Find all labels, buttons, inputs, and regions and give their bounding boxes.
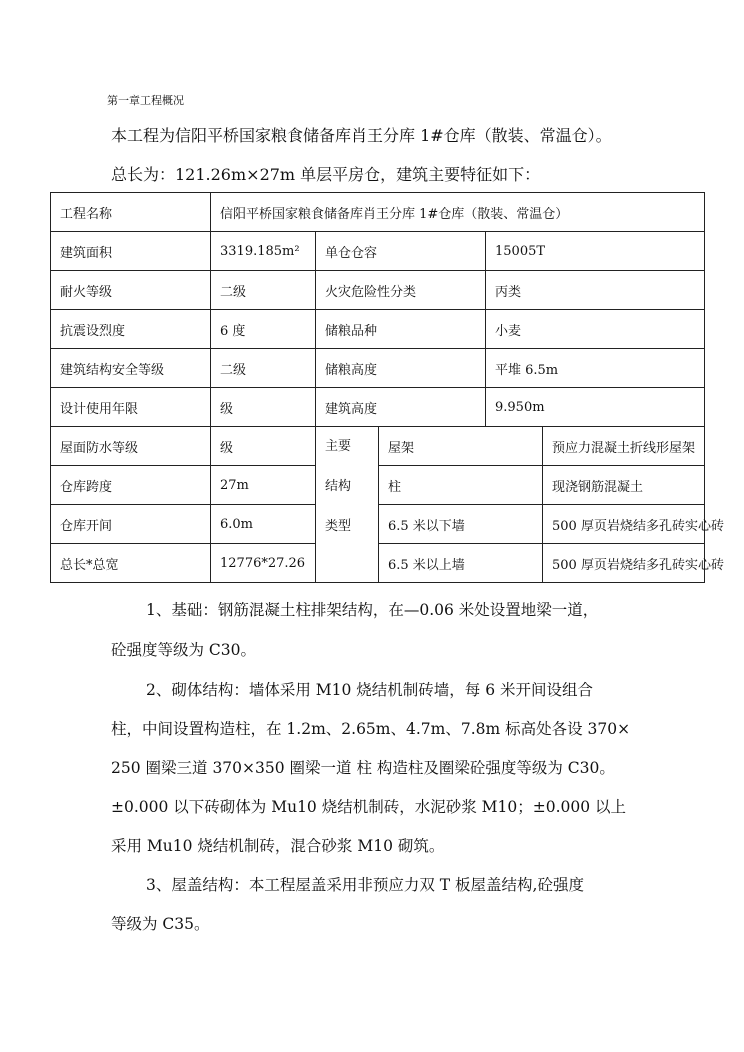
table-cell: 仓库开间: [51, 505, 211, 544]
table-cell: 信阳平桥国家粮食储备库肖王分库 1#仓库（散装、常温仓）: [211, 193, 705, 232]
paragraph-line: 等级为 C35。: [111, 915, 210, 933]
table-cell: 级: [211, 427, 316, 466]
table-cell: 平堆 6.5m: [486, 349, 705, 388]
table-row: [51, 310, 705, 349]
structure-label-line: 类型: [325, 519, 352, 534]
table-cell: 屋面防水等级: [51, 427, 211, 466]
table-cell: 建筑高度: [316, 388, 486, 427]
structure-type-cell: [316, 427, 379, 583]
table-cell: 500 厚页岩烧结多孔砖实心砖: [543, 544, 705, 583]
table-row: [51, 388, 705, 427]
table-cell: 火灾危险性分类: [316, 271, 486, 310]
intro-line-2: 总长为：121.26m×27m 单层平房仓，建筑主要特征如下：: [111, 165, 541, 184]
building-spec-table: [50, 192, 724, 583]
paragraph-line: 柱，中间设置构造柱，在 1.2m、2.65m、4.7m、7.8m 标高处各设 370×: [111, 720, 631, 738]
table-row: [51, 271, 705, 310]
table-row: [51, 193, 705, 232]
structure-label-line: 结构: [325, 479, 352, 494]
table-row: [51, 427, 705, 466]
table-cell: 仓库跨度: [51, 466, 211, 505]
table-cell: 柱: [379, 466, 543, 505]
table-cell: 6.5 米以下墙: [379, 505, 543, 544]
table-cell: 3319.185m²: [211, 232, 316, 271]
paragraph-line: ±0.000 以下砖砌体为 Mu10 烧结机制砖，水泥砂浆 M10；±0.000 以上: [111, 798, 627, 816]
paragraph-line: 2、砌体结构：墙体采用 M10 烧结机制砖墙，每 6 米开间设组合: [146, 681, 594, 699]
table-cell: 总长*总宽: [51, 544, 211, 583]
table-cell: 500 厚页岩烧结多孔砖实心砖: [543, 505, 705, 544]
table-cell: 小麦: [486, 310, 705, 349]
table-cell: 15005T: [486, 232, 705, 271]
intro-line-1: 本工程为信阳平桥国家粮食储备库肖王分库 1#仓库（散装、常温仓）。: [111, 126, 612, 145]
paragraph-line: 3、屋盖结构：本工程屋盖采用非预应力双 T 板屋盖结构,砼强度: [146, 876, 584, 894]
table-cell: 工程名称: [51, 193, 211, 232]
table-cell: 二级: [211, 349, 316, 388]
chapter-title: 第一章工程概况: [107, 94, 184, 107]
paragraph-line: 砼强度等级为 C30。: [111, 641, 257, 659]
table-cell: 6 度: [211, 310, 316, 349]
table-cell: 6.0m: [211, 505, 316, 544]
table-cell: 6.5 米以上墙: [379, 544, 543, 583]
table-cell: 储粮高度: [316, 349, 486, 388]
table-cell: 预应力混凝土折线形屋架: [543, 427, 705, 466]
paragraph-line: 250 圈梁三道 370×350 圈梁一道 柱 构造柱及圈梁砼强度等级为 C30。: [111, 759, 615, 777]
table-row: [51, 232, 705, 271]
table-cell: 抗震设烈度: [51, 310, 211, 349]
table-cell: 丙类: [486, 271, 705, 310]
table-cell: 单仓仓容: [316, 232, 486, 271]
table-cell: 耐火等级: [51, 271, 211, 310]
table-cell: 屋架: [379, 427, 543, 466]
structure-label-line: 主要: [325, 439, 352, 454]
table-cell: 12776*27.26: [211, 544, 316, 583]
table-cell: 储粮品种: [316, 310, 486, 349]
table-cell: 设计使用年限: [51, 388, 211, 427]
table-cell: 建筑结构安全等级: [51, 349, 211, 388]
table-cell: 建筑面积: [51, 232, 211, 271]
table-cell: 现浇钢筋混凝土: [543, 466, 705, 505]
table-cell: 级: [211, 388, 316, 427]
paragraph-line: 采用 Mu10 烧结机制砖，混合砂浆 M10 砌筑。: [111, 837, 445, 855]
paragraph-line: 1、基础：钢筋混凝土柱排架结构，在—0.06 米处设置地梁一道，: [146, 601, 599, 619]
table-cell: 27m: [211, 466, 316, 505]
table-row: [51, 349, 705, 388]
table-cell: 9.950m: [486, 388, 705, 427]
table-cell: 二级: [211, 271, 316, 310]
